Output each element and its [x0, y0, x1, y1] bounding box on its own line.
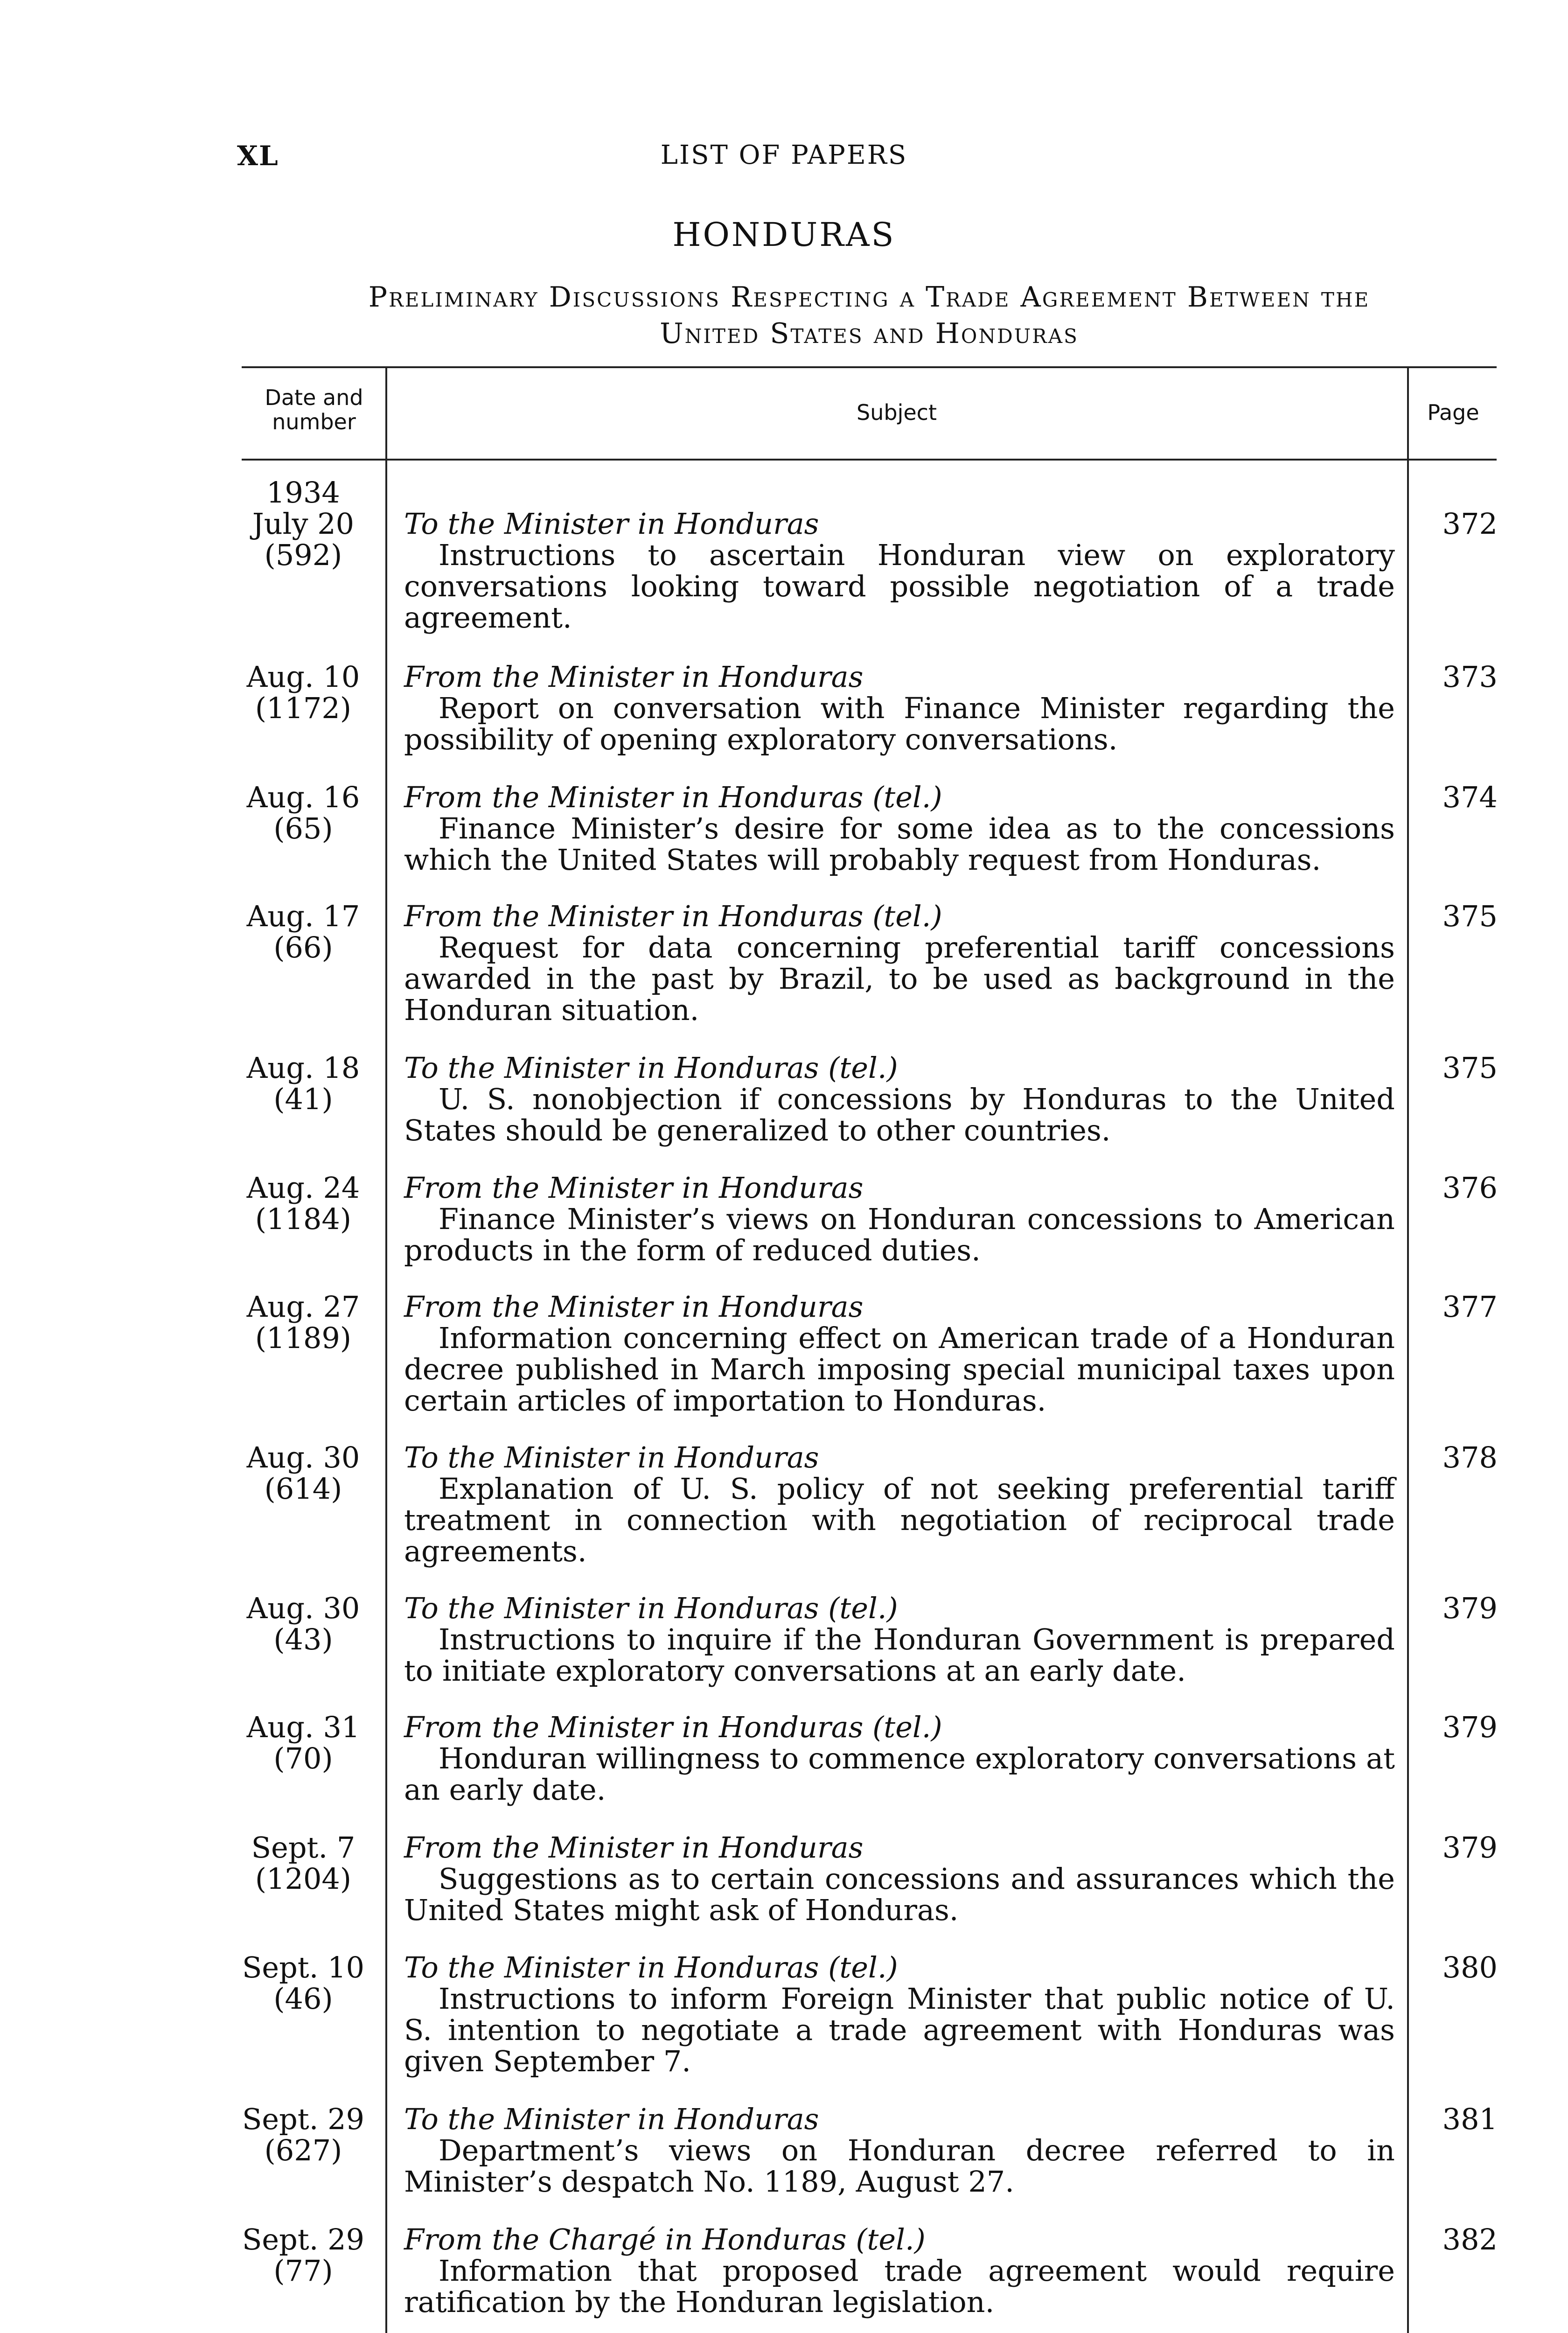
entry-subject — [404, 1052, 1395, 1146]
country-heading: HONDURAS — [672, 216, 896, 254]
entry-date — [233, 1442, 373, 1504]
entry-subject — [404, 1291, 1395, 1416]
entry-number: (1184) — [255, 1202, 352, 1236]
entry-page: 381 — [1442, 2102, 1498, 2136]
entry-subject — [404, 1832, 1395, 1926]
entry-correspondent: From the Minister in Honduras (tel.) — [404, 1710, 942, 1744]
entry-date-text: Aug. 18 — [246, 1051, 360, 1085]
entry-description: Finance Minister’s views on Honduran concessions to American products in the form of reduced duties. — [404, 1202, 1395, 1267]
entry-correspondent: From the Minister in Honduras — [404, 660, 864, 694]
entry-date-text: Aug. 31 — [246, 1710, 360, 1744]
entry-description: Information that proposed trade agreement would require ratification by the Honduran legislation. — [404, 2254, 1395, 2319]
entry-page: 379 — [1442, 1710, 1498, 1744]
entry-page: 375 — [1442, 1051, 1498, 1085]
entry-page: 378 — [1442, 1440, 1498, 1474]
entry-page: 374 — [1442, 780, 1498, 814]
entry-subject — [404, 661, 1395, 755]
year-label: 1934 — [266, 475, 340, 510]
entry-number: (70) — [273, 1741, 333, 1775]
entry-date — [233, 661, 373, 724]
entry-description: Honduran willingness to commence exploratory conversations at an early date. — [404, 1741, 1395, 1807]
entry-correspondent: From the Minister in Honduras (tel.) — [404, 899, 942, 933]
entry-page: 382 — [1442, 2222, 1498, 2256]
entry-subject — [404, 1172, 1395, 1266]
entry-date-text: Aug. 17 — [246, 899, 360, 933]
entry-date — [233, 1172, 373, 1235]
entry-number: (614) — [264, 1472, 342, 1506]
entry-date-text: Sept. 29 — [242, 2102, 365, 2136]
entry-description: Finance Minister’s desire for some idea as to the concessions which the United States will probably request from Honduras. — [404, 811, 1395, 877]
entry-date — [233, 1052, 373, 1115]
entry-date — [233, 782, 373, 844]
entry-page: 376 — [1442, 1171, 1498, 1205]
entry-page: 379 — [1442, 1591, 1498, 1625]
entry-date — [233, 1952, 373, 2014]
page-number: XL — [237, 140, 279, 172]
entry-date — [233, 1593, 373, 1655]
entry-date-text: Aug. 30 — [246, 1591, 360, 1625]
entry-date — [233, 2103, 373, 2166]
entry-correspondent: To the Minister in Honduras — [404, 2102, 819, 2136]
entry-correspondent: To the Minister in Honduras — [404, 507, 819, 541]
entry-date-text: Sept. 7 — [251, 1830, 355, 1865]
entry-correspondent: From the Minister in Honduras — [404, 1290, 864, 1324]
running-title: LIST OF PAPERS — [660, 140, 908, 170]
entry-description: Instructions to ascertain Honduran view on exploratory conversations looking toward possible negotiation of a trade agreement. — [404, 538, 1395, 635]
entry-date — [233, 1291, 373, 1354]
entry-description: Suggestions as to certain concessions and assurances which the United States might ask of Honduras. — [404, 1862, 1395, 1927]
table-header-rule — [242, 459, 1497, 461]
entry-correspondent: From the Minister in Honduras (tel.) — [404, 780, 942, 814]
entry-description: Request for data concerning preferential tariff concessions awarded in the past by Brazil, to be used as background in the Honduran situation. — [404, 930, 1395, 1027]
column-divider-right — [1407, 366, 1409, 2333]
entry-subject — [404, 1442, 1395, 1567]
entry-date-text: Aug. 10 — [246, 660, 360, 694]
entry-subject — [404, 782, 1395, 875]
entry-number: (46) — [273, 1982, 333, 2016]
entry-date-text: Sept. 29 — [242, 2222, 365, 2256]
entry-number: (592) — [264, 538, 342, 572]
entry-date-text: Aug. 24 — [246, 1171, 360, 1205]
entry-date-text: July 20 — [252, 507, 355, 541]
entry-number: (1172) — [255, 691, 352, 725]
entry-subject — [404, 901, 1395, 1026]
entry-page: 373 — [1442, 660, 1498, 694]
table-top-rule — [242, 366, 1497, 368]
entry-subject — [404, 1711, 1395, 1805]
entry-number: (1204) — [255, 1862, 352, 1896]
entry-date — [233, 2224, 373, 2286]
entry-date — [233, 508, 373, 571]
entry-description: Report on conversation with Finance Minister regarding the possibility of opening exploratory conversations. — [404, 691, 1395, 756]
entry-description: U. S. nonobjection if concessions by Honduras to the United States should be generalized to other countries. — [404, 1082, 1395, 1147]
entry-number: (65) — [273, 811, 333, 845]
entry-date — [233, 1832, 373, 1894]
entry-number: (41) — [273, 1082, 333, 1116]
entry-subject — [404, 2224, 1395, 2318]
entry-correspondent: To the Minister in Honduras (tel.) — [404, 1950, 898, 1984]
column-header-subject: Subject — [857, 400, 937, 425]
column-divider-left — [385, 366, 387, 2333]
entry-number: (77) — [273, 2254, 333, 2288]
entry-correspondent: To the Minister in Honduras — [404, 1440, 819, 1474]
entry-correspondent: To the Minister in Honduras (tel.) — [404, 1591, 898, 1625]
entry-page: 377 — [1442, 1290, 1498, 1324]
entry-page: 372 — [1442, 507, 1498, 541]
entry-subject — [404, 508, 1395, 633]
entry-subject — [404, 2103, 1395, 2197]
entry-description: Information concerning effect on American trade of a Honduran decree published in March imposing special municipal taxes upon certain articles of importation to Honduras. — [404, 1321, 1395, 1418]
entry-date-text: Aug. 27 — [246, 1290, 360, 1324]
column-header-page: Page — [1427, 400, 1479, 425]
entry-description: Instructions to inquire if the Honduran Government is prepared to initiate exploratory conversations at an early date. — [404, 1622, 1395, 1688]
entry-date — [233, 1711, 373, 1774]
section-subtitle — [242, 279, 1497, 352]
entry-correspondent: To the Minister in Honduras (tel.) — [404, 1051, 898, 1085]
entry-date-text: Aug. 30 — [246, 1440, 360, 1474]
entry-date-text: Sept. 10 — [242, 1950, 365, 1984]
entry-subject — [404, 1952, 1395, 2077]
entry-correspondent: From the Minister in Honduras — [404, 1830, 864, 1865]
entry-number: (627) — [264, 2133, 342, 2167]
column-header-date: Date and number — [265, 385, 363, 434]
entry-subject — [404, 1593, 1395, 1686]
entry-page: 380 — [1442, 1950, 1498, 1984]
entry-date — [233, 901, 373, 963]
entry-number: (66) — [273, 930, 333, 964]
entry-correspondent: From the Minister in Honduras — [404, 1171, 864, 1205]
entry-description: Department’s views on Honduran decree referred to in Minister’s despatch No. 1189, August 27. — [404, 2133, 1395, 2199]
entry-number: (1189) — [255, 1321, 352, 1355]
subtitle-line-2: United States and Honduras — [660, 317, 1079, 350]
entry-correspondent: From the Chargé in Honduras (tel.) — [404, 2222, 926, 2256]
subtitle-line-1: Preliminary Discussions Respecting a Trade Agreement Between the — [368, 281, 1370, 314]
entry-page: 379 — [1442, 1830, 1498, 1865]
entry-number: (43) — [273, 1622, 333, 1656]
entry-page: 375 — [1442, 899, 1498, 933]
entry-description: Instructions to inform Foreign Minister that public notice of U. S. intention to negotiate a trade agreement with Honduras was given September 7. — [404, 1982, 1395, 2078]
entry-description: Explanation of U. S. policy of not seeking preferential tariff treatment in connection with negotiation of reciprocal trade agreements. — [404, 1472, 1395, 1568]
entry-date-text: Aug. 16 — [246, 780, 360, 814]
